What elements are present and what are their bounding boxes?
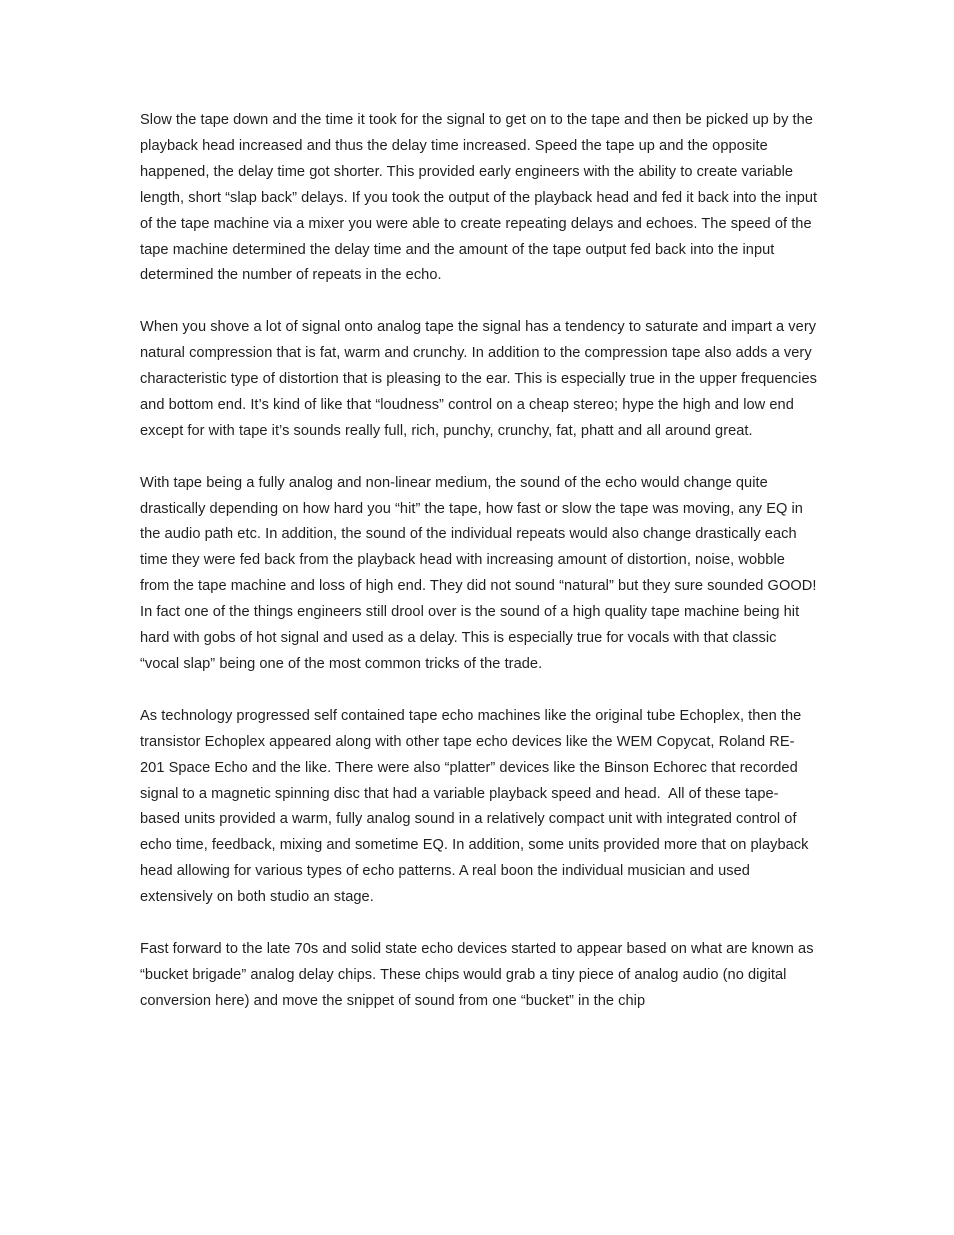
paragraph-tape-echo-machines: As technology progressed self contained tape echo machines like the original tube Echoplex, then the transistor Echoplex appeared along with other tape echo devices like the WEM Copycat, Roland RE-201 Space Echo and the like. There were also “platter” devices like the Binson Echorec that recorded signal to a magnetic spinning disc that had a variable playback speed and head. All of these tape-based units provided a warm, fully analog sound in a relatively compact unit with integrated control of echo time, feedback, mixing and sometime EQ. In addition, some units provided more that on playback head allowing for various types of echo patterns. A real boon the individual musician and used extensively on both studio an stage. (140, 707, 813, 906)
paragraph-bucket-brigade: Fast forward to the late 70s and solid state echo devices started to appear based on what are known as “bucket brigade” analog delay chips. These chips would grab a tiny piece of analog audio (no digital conversion here) and move the snippet of sound from one “bucket” in the chip (140, 940, 818, 1009)
paragraph-tape-saturation: When you shove a lot of signal onto analog tape the signal has a tendency to saturate and impart a very natural compression that is fat, warm and crunchy. In addition to the compression tape also adds a very characteristic type of distortion that is pleasing to the ear. This is especially true in the upper frequencies and bottom end. It’s kind of like that “loudness” control on a cheap stereo; hype the high and low end except for with tape it’s sounds really full, rich, punchy, crunchy, fat, phatt and all around great. (140, 319, 822, 439)
paragraph-nonlinear-echo: With tape being a fully analog and non-linear medium, the sound of the echo would change quite drastically depending on how hard you “hit” the tape, how fast or slow the tape was moving, any EQ in the audio path etc. In addition, the sound of the individual repeats would also change drastically each time they were fed back from the playback head with increasing amount of distortion, noise, wobble from the tape machine and loss of high end. They did not sound “natural” but they sure sounded GOOD! In fact one of the things engineers still drool over is the sound of a high quality tape machine being hit hard with gobs of hot signal and used as a delay. This is especially true for vocals with that classic “vocal slap” being one of the most common tricks of the trade. (140, 474, 821, 672)
paragraph-tape-speed: Slow the tape down and the time it took for the signal to get on to the tape and then be picked up by the playback head increased and thus the delay time increased. Speed the tape up and the opposite happened, the delay time got shorter. This provided early engineers with the ability to create variable length, short “slap back” delays. If you took the output of the playback head and fed it back into the input of the tape machine via a mixer you were able to create repeating delays and echoes. The speed of the tape machine determined the delay time and the amount of the tape output fed back into the input determined the number of repeats in the echo. (140, 112, 822, 284)
body-text (140, 108, 822, 1015)
